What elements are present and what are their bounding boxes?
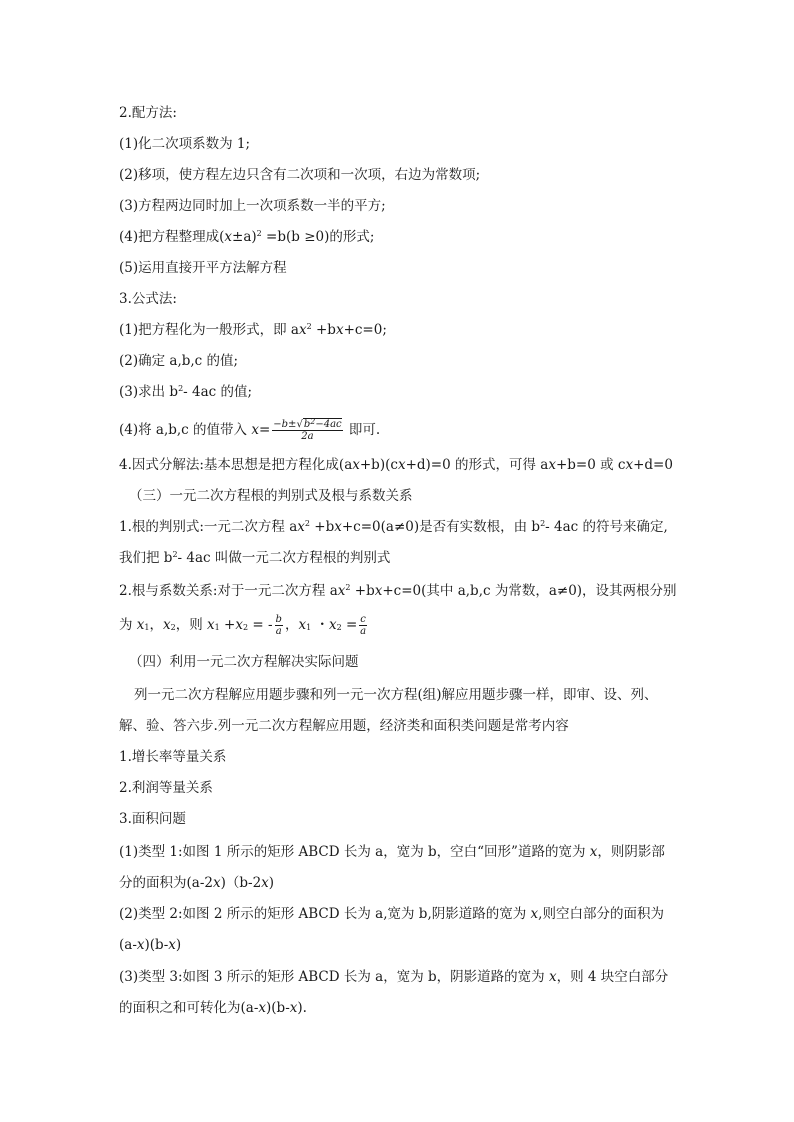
text: 即可. bbox=[344, 422, 381, 438]
fraction-numerator: $-b\pm√b^2-4ac$ bbox=[273, 417, 342, 430]
var-x: x bbox=[212, 875, 221, 891]
text: (5)运用直接开平方法解方程 bbox=[119, 260, 287, 276]
text: )(b- bbox=[144, 937, 169, 953]
section-heading-4 bbox=[129, 653, 359, 671]
var-x: x bbox=[207, 617, 215, 633]
var-x: x bbox=[258, 1000, 267, 1016]
formula-step-4 bbox=[119, 416, 380, 444]
text: = - bbox=[248, 617, 273, 633]
var-x: x bbox=[328, 617, 337, 633]
var-x: x bbox=[136, 937, 145, 953]
text: 我们把 b bbox=[119, 550, 173, 566]
fraction-c-over-a bbox=[359, 614, 367, 637]
text: +c=0(a≠0)是否有实数根，由 b bbox=[341, 519, 541, 535]
text: −4ac bbox=[315, 419, 342, 430]
application-paragraph-cont bbox=[119, 717, 569, 735]
var-x: x bbox=[374, 583, 383, 599]
exponent: 2 bbox=[172, 550, 178, 559]
text: 1.根的判别式:一元二次方程 a bbox=[119, 519, 298, 535]
exponent: 2 bbox=[304, 519, 310, 528]
text: −b± bbox=[273, 419, 297, 430]
var-x: x bbox=[163, 617, 171, 633]
var-x: x bbox=[298, 322, 307, 338]
text: +b=0 或 c bbox=[555, 457, 626, 473]
text: )（b-2 bbox=[220, 875, 262, 891]
text: 2.利润等量关系 bbox=[119, 780, 213, 796]
subscript: 2 bbox=[336, 623, 342, 632]
formula-step-3 bbox=[119, 383, 252, 401]
text: +d=0 bbox=[633, 457, 673, 473]
area-type-1-cont bbox=[119, 874, 274, 892]
text: +b)(c bbox=[359, 457, 398, 473]
text: ) bbox=[268, 875, 275, 891]
subscript: 2 bbox=[170, 623, 176, 632]
subscript: 1 bbox=[144, 623, 150, 632]
var-x: x bbox=[625, 457, 634, 473]
fraction-numerator: c bbox=[360, 614, 366, 625]
step-2 bbox=[119, 166, 480, 184]
var-x: x bbox=[352, 457, 360, 473]
exponent: 2 bbox=[540, 519, 546, 528]
var-x: x bbox=[530, 906, 539, 922]
text: ) bbox=[175, 937, 182, 953]
subscript: 2 bbox=[242, 623, 249, 632]
text: (2)移项，使方程左边只含有二次项和一次项，右边为常数项; bbox=[119, 167, 481, 183]
var-x: x bbox=[298, 617, 307, 633]
text: - 4ac 叫做一元二次方程根的判别式 bbox=[177, 550, 391, 566]
text: - 4ac 的值; bbox=[183, 384, 253, 400]
area-item bbox=[119, 810, 186, 828]
step-3 bbox=[119, 197, 386, 215]
var-x: x bbox=[548, 457, 556, 473]
var-x: x bbox=[251, 422, 259, 438]
exponent: 2 bbox=[345, 583, 351, 592]
text: +b bbox=[311, 322, 336, 338]
text: + bbox=[219, 617, 236, 633]
text: (2)确定 a,b,c 的值; bbox=[119, 353, 239, 369]
text: 列一元二次方程解应用题步骤和列一元一次方程(组)解应用题步骤一样，即审、设、列、 bbox=[134, 687, 658, 703]
area-type-3 bbox=[119, 968, 668, 986]
text: =b(b ≥0)的形式; bbox=[261, 229, 375, 245]
exponent: 2 bbox=[178, 384, 184, 393]
text: 3.公式法: bbox=[119, 291, 177, 307]
text: ±a) bbox=[232, 229, 257, 245]
text: ). bbox=[297, 1000, 307, 1016]
var-x: x bbox=[261, 875, 269, 891]
growth-rate-item bbox=[119, 748, 226, 766]
heading-completing-square bbox=[119, 104, 177, 122]
text: +c=0(其中 a,b,c 为常数，a≠0)，设其两根分别 bbox=[382, 583, 677, 599]
text: 2.配方法: bbox=[119, 105, 177, 121]
text: b bbox=[303, 419, 311, 430]
text: 解、验、答六步.列一元二次方程解应用题，经济类和面积类问题是常考内容 bbox=[119, 718, 569, 734]
text: 1.增长率等量关系 bbox=[119, 749, 227, 765]
fraction-denominator: a bbox=[275, 626, 282, 637]
var-x: x bbox=[297, 519, 305, 535]
var-x: x bbox=[397, 457, 406, 473]
text: (1)把方程化为一般形式，即 a bbox=[119, 322, 299, 338]
exponent: 2 bbox=[306, 322, 312, 331]
exponent: 2 bbox=[310, 417, 316, 426]
var-x: x bbox=[224, 229, 233, 245]
fraction-numerator: b bbox=[275, 614, 282, 625]
fraction-denominator: a bbox=[360, 626, 367, 637]
text: (3)求出 b bbox=[119, 384, 179, 400]
text: ・ bbox=[311, 617, 329, 633]
text: (3)类型 3:如图 3 所示的矩形 ABCD 长为 a，宽为 b，阴影道路的宽为 bbox=[119, 969, 549, 985]
application-paragraph bbox=[134, 686, 658, 704]
text: (3)方程两边同时加上一次项系数一半的平方; bbox=[119, 198, 386, 214]
text: (4)把方程整理成( bbox=[119, 229, 225, 245]
discriminant-paragraph bbox=[119, 518, 668, 536]
section-heading-3 bbox=[129, 487, 413, 505]
area-type-1 bbox=[119, 843, 665, 861]
area-type-2-cont bbox=[119, 936, 181, 954]
text: 分的面积为(a-2 bbox=[119, 875, 213, 891]
text: （四）利用一元二次方程解决实际问题 bbox=[129, 654, 359, 670]
text: 为 bbox=[119, 617, 137, 633]
text: +c=0; bbox=[343, 322, 387, 338]
sqrt-radicand bbox=[303, 418, 342, 430]
text: 的面积之和可转化为(a- bbox=[119, 1000, 259, 1016]
text: 3.面积问题 bbox=[119, 811, 186, 827]
text: - 4ac 的符号来确定, bbox=[545, 519, 668, 535]
exponent: 2 bbox=[256, 229, 262, 238]
text: ,则空白部分的面积为 bbox=[538, 906, 664, 922]
step-5 bbox=[119, 259, 287, 277]
formula-step-1 bbox=[119, 321, 387, 339]
text: (a- bbox=[119, 937, 137, 953]
text: (2)类型 2:如图 2 所示的矩形 ABCD 长为 a,宽为 b,阴影道路的宽为 bbox=[119, 906, 531, 922]
var-x: x bbox=[335, 322, 344, 338]
text: (1)化二次项系数为 1; bbox=[119, 136, 251, 152]
text: = bbox=[258, 422, 271, 438]
text: = bbox=[341, 617, 358, 633]
text: ，则阴影部 bbox=[597, 844, 665, 860]
vieta-paragraph bbox=[119, 582, 677, 600]
text: ， bbox=[284, 617, 299, 633]
fraction-denominator: 2a bbox=[301, 431, 314, 442]
heading-factoring-method bbox=[119, 456, 673, 474]
var-x: x bbox=[289, 1000, 298, 1016]
discriminant-paragraph-cont bbox=[119, 549, 390, 567]
area-type-2 bbox=[119, 905, 664, 923]
text: (1)类型 1:如图 1 所示的矩形 ABCD 长为 a，宽为 b，空白“回形”道路的宽为 bbox=[119, 844, 590, 860]
text: ， bbox=[149, 617, 164, 633]
text: +b bbox=[310, 519, 335, 535]
var-x: x bbox=[548, 969, 557, 985]
text: ，则 bbox=[175, 617, 208, 633]
area-type-3-cont bbox=[119, 999, 307, 1017]
text: 2.根与系数关系:对于一元二次方程 a bbox=[119, 583, 338, 599]
text: 4.因式分解法:基本思想是把方程化成(a bbox=[119, 457, 353, 473]
quadratic-formula-fraction bbox=[272, 419, 342, 442]
var-x: x bbox=[337, 583, 346, 599]
subscript: 1 bbox=[214, 623, 220, 632]
text: （三）一元二次方程根的判别式及根与系数关系 bbox=[129, 488, 413, 504]
var-x: x bbox=[589, 844, 598, 860]
profit-item bbox=[119, 779, 213, 797]
var-x: x bbox=[168, 937, 176, 953]
text: )(b- bbox=[266, 1000, 290, 1016]
step-4 bbox=[119, 228, 374, 246]
formula-step-2 bbox=[119, 352, 238, 370]
text: ，则 4 块空白部分 bbox=[556, 969, 669, 985]
text: (4)将 a,b,c 的值带入 bbox=[119, 422, 252, 438]
text: +d)=0 的形式，可得 a bbox=[405, 457, 549, 473]
text: +b bbox=[350, 583, 375, 599]
var-x: x bbox=[334, 519, 342, 535]
subscript: 1 bbox=[306, 623, 312, 632]
vieta-paragraph-cont bbox=[119, 612, 369, 638]
var-x: x bbox=[235, 617, 243, 633]
step-1 bbox=[119, 135, 250, 153]
heading-formula-method bbox=[119, 290, 177, 308]
fraction-b-over-a bbox=[275, 614, 283, 637]
var-x: x bbox=[136, 617, 145, 633]
